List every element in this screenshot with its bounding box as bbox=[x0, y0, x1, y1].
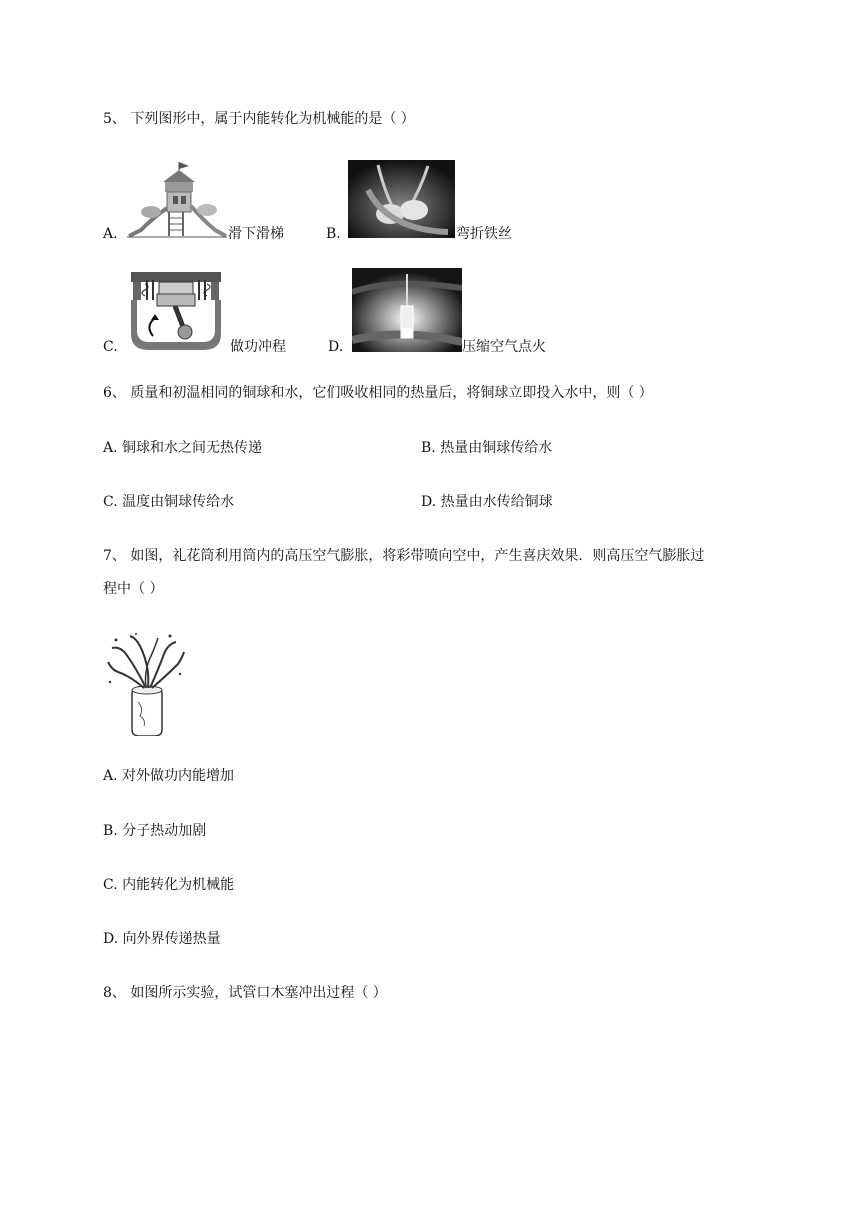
q5-option-c-text: 做功冲程 bbox=[230, 339, 286, 355]
slide-image bbox=[127, 160, 227, 238]
q5-option-a-text: 滑下滑梯 bbox=[228, 226, 284, 242]
q5-option-a-letter: A. bbox=[103, 226, 118, 242]
q5-option-d-text: 压缩空气点火 bbox=[462, 339, 546, 355]
bending-wire-image bbox=[348, 160, 455, 238]
q7-stem-line2: 程中（ ） bbox=[103, 581, 164, 597]
q5-option-b-text: 弯折铁丝 bbox=[456, 226, 512, 242]
q6-stem: 6、 质量和初温相同的铜球和水，它们吸收相同的热量后，将铜球立即投入水中，则（ ） bbox=[103, 385, 653, 401]
q5-option-b-letter: B. bbox=[326, 226, 341, 242]
party-popper-image bbox=[106, 632, 186, 736]
q7-option-a: A. 对外做功内能增加 bbox=[103, 768, 235, 784]
q7-option-b: B. 分子热动加剧 bbox=[103, 823, 207, 839]
q6-option-d: D. 热量由水传给铜球 bbox=[421, 494, 553, 510]
q6-option-c: C. 温度由铜球传给水 bbox=[103, 494, 235, 510]
q5-stem: 5、 下列图形中，属于内能转化为机械能的是（ ） bbox=[103, 111, 415, 127]
compressed-air-ignition-image bbox=[352, 268, 462, 352]
q6-option-a: A. 铜球和水之间无热传递 bbox=[103, 440, 263, 456]
q7-option-c: C. 内能转化为机械能 bbox=[103, 877, 235, 893]
power-stroke-image bbox=[127, 270, 225, 352]
q5-option-d-letter: D. bbox=[328, 339, 344, 355]
q7-stem-line1: 7、 如图，礼花筒利用筒内的高压空气膨胀，将彩带喷向空中，产生喜庆效果．则高压空气膨胀过 bbox=[103, 548, 705, 564]
q5-option-c-letter: C. bbox=[103, 339, 118, 355]
q7-option-d: D. 向外界传递热量 bbox=[103, 931, 221, 947]
q8-stem: 8、 如图所示实验，试管口木塞冲出过程（ ） bbox=[103, 985, 387, 1001]
q6-option-b: B. 热量由铜球传给水 bbox=[421, 440, 553, 456]
